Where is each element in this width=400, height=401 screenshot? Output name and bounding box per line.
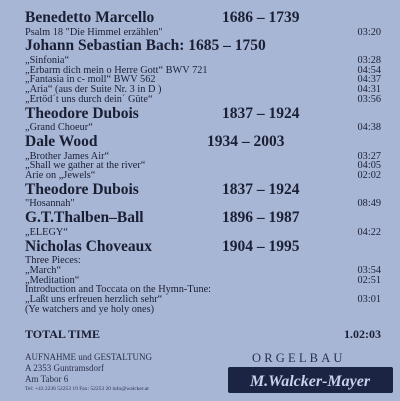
contact-line: Tel: +43 2236 52253 19 Fax: 52253 20 info@walcker.at — [25, 386, 149, 392]
track-duration: 08:49 — [357, 198, 381, 210]
track-duration: 03:01 — [357, 294, 381, 306]
orgelbau-heading: ORGELBAU — [252, 351, 346, 365]
track-title: „Aria“ (aus der Suite Nr. 3 in D ) — [25, 84, 162, 96]
composer-name: Nicholas Choveaux — [25, 237, 153, 255]
track-duration: 04:05 — [357, 160, 381, 172]
composer-name: G.T.Thalben–Ball — [25, 209, 144, 227]
track-title: „Grand Choeur“ — [25, 122, 93, 134]
composer-years: 1904 – 1995 — [222, 237, 300, 255]
track-title: „Laßt uns erfreuen herzlich sehr“ — [25, 294, 163, 306]
composer-name: Dale Wood — [25, 133, 98, 151]
track-title: (Ye watchers and ye holy ones) — [25, 304, 155, 316]
track-row — [25, 305, 385, 315]
composer-row — [25, 238, 385, 257]
track-title: „Sinfonia“ — [25, 54, 70, 66]
total-time-value: 1.02:03 — [344, 327, 381, 341]
composer-years: 1896 – 1987 — [222, 209, 300, 227]
composer-row — [25, 9, 385, 28]
track-title: „Erbarm dich mein o Herre Gott“ BWV 721 — [25, 64, 208, 76]
track-title: „Fantasia in c- moll“ BWV 562 — [25, 74, 156, 86]
walcker-mayer-logo — [228, 367, 393, 393]
composer-name: Benedetto Marcello — [25, 9, 155, 26]
track-title: „Brother James Air“ — [25, 150, 110, 162]
composer-years: 1686 – 1739 — [222, 9, 300, 26]
composer-row — [25, 37, 385, 56]
track-row — [25, 228, 385, 238]
credits-address — [25, 352, 152, 393]
track-row — [25, 256, 385, 266]
track-duration: 03:20 — [357, 26, 381, 38]
track-title: Arie on „Jewels“ — [25, 170, 96, 182]
track-title: Three Pieces: — [25, 255, 81, 267]
track-title: Psalm 18 "Die Himmel erzählen" — [25, 26, 163, 38]
track-duration: 03:27 — [357, 150, 381, 162]
track-title: „Shall we gather at the river“ — [25, 160, 146, 172]
total-time-label: TOTAL TIME — [25, 327, 101, 341]
track-duration: 02:51 — [357, 274, 381, 286]
track-title: „Ertöd´t uns durch dein´ Güte“ — [25, 93, 153, 105]
track-title: „March“ — [25, 264, 62, 276]
composer-years: 1837 – 1924 — [222, 180, 300, 198]
track-list — [25, 9, 385, 315]
track-title: „ELEGY“ — [25, 226, 68, 238]
track-duration: 03:54 — [357, 264, 381, 276]
composer-name: Theodore Dubois — [25, 104, 139, 122]
track-row — [25, 171, 385, 181]
composer-row — [25, 105, 385, 124]
track-duration: 04:54 — [357, 64, 381, 76]
track-duration: 04:31 — [357, 84, 381, 96]
composer-row — [25, 181, 385, 200]
composer-row — [25, 209, 385, 228]
track-title: Introduction and Toccata on the Hymn-Tune: — [25, 284, 212, 296]
composer-years: 1837 – 1924 — [222, 104, 300, 122]
track-row — [25, 95, 385, 105]
track-row — [25, 199, 385, 209]
track-row — [25, 28, 385, 38]
track-title: „Meditation“ — [25, 274, 80, 286]
address-line: A 2353 Guntramsdorf — [25, 363, 104, 373]
credits-line: AUFNAHME und GESTALTUNG — [25, 352, 152, 362]
track-row — [25, 266, 385, 276]
composer-name: Theodore Dubois — [25, 180, 139, 198]
track-duration: 04:37 — [357, 74, 381, 86]
track-title: "Hosannah" — [25, 198, 75, 210]
track-duration: 03:56 — [357, 93, 381, 105]
composer-name: Johann Sebastian Bach: 1685 – 1750 — [25, 37, 266, 55]
composer-years: 1934 – 2003 — [207, 133, 285, 151]
address-line: Am Tabor 6 — [25, 374, 69, 384]
composer-row — [25, 133, 385, 152]
track-duration: 04:38 — [357, 122, 381, 134]
logo-lettering: M.Walcker-Mayer — [249, 373, 371, 390]
track-duration: 04:22 — [357, 226, 381, 238]
track-duration: 02:02 — [357, 170, 381, 182]
track-row — [25, 123, 385, 133]
track-duration: 03:28 — [357, 54, 381, 66]
